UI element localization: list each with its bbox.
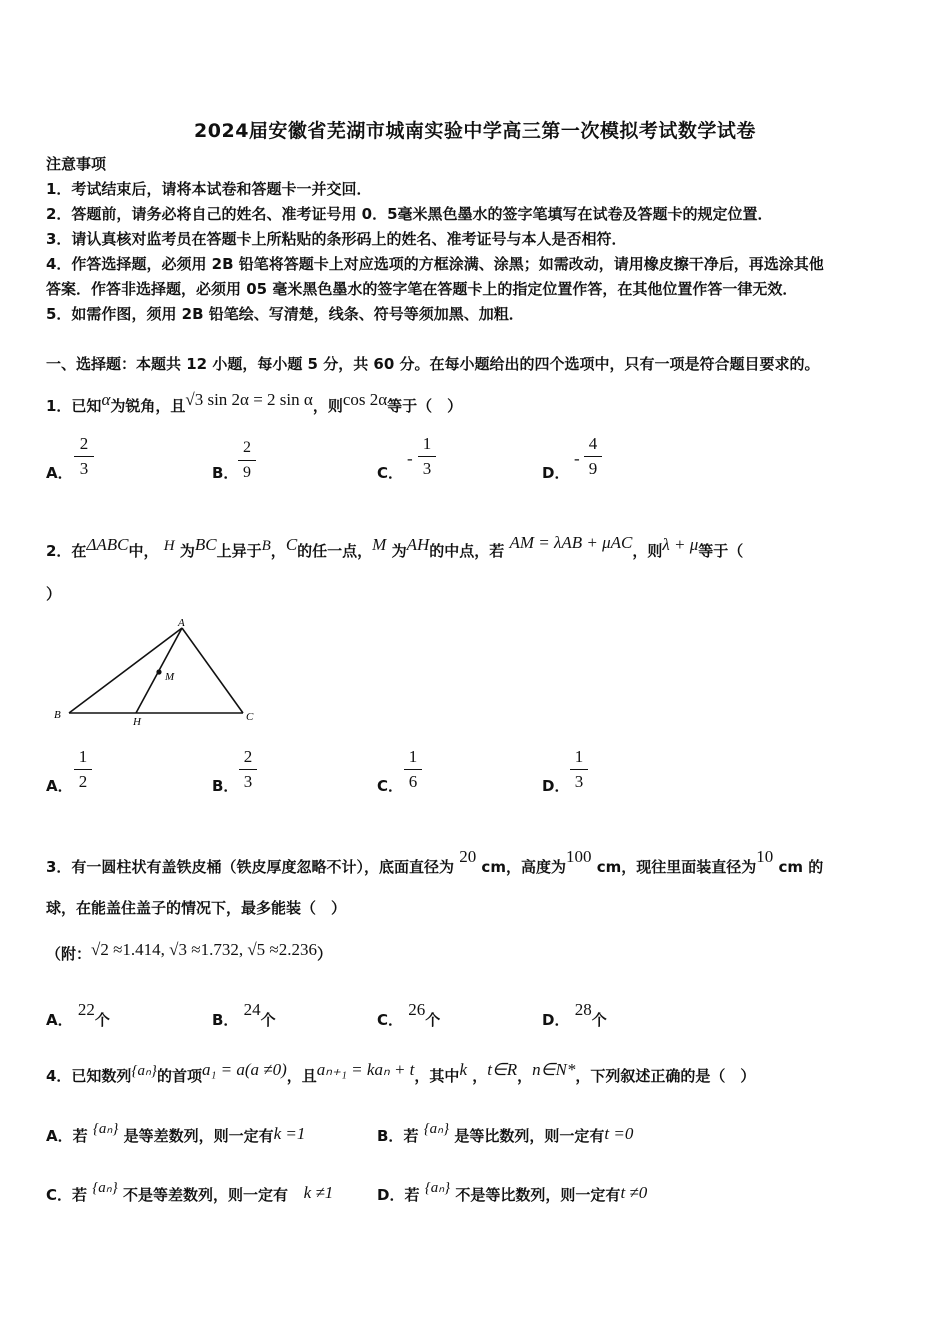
q2-text: 中， bbox=[128, 542, 159, 560]
denominator: 9 bbox=[588, 459, 598, 478]
q2-option-a-fraction[interactable] bbox=[74, 746, 92, 793]
option-math: t =0 bbox=[604, 1124, 634, 1143]
q4-text: ， bbox=[472, 1067, 488, 1085]
q4-text: ，下列叙述正确的是（ ） bbox=[575, 1067, 756, 1085]
q2-H: H bbox=[163, 538, 175, 554]
numerator: 1 bbox=[422, 434, 432, 453]
question-3 bbox=[46, 847, 823, 877]
question-2 bbox=[46, 533, 743, 561]
q4-option-d[interactable] bbox=[377, 1178, 647, 1205]
q1-text: 等于（ ） bbox=[387, 397, 463, 415]
option-math: k =1 bbox=[273, 1124, 306, 1143]
q2-option-a-label[interactable]: A． bbox=[46, 777, 73, 795]
q1-text: 为锐角，且 bbox=[110, 397, 186, 415]
q2-option-c-fraction[interactable] bbox=[404, 746, 422, 793]
label-H: H bbox=[133, 716, 141, 728]
q2-text: ，则 bbox=[632, 542, 663, 560]
q3-note-open: （附： bbox=[46, 945, 92, 963]
option-label: D． bbox=[377, 1186, 405, 1204]
denominator: 2 bbox=[78, 772, 88, 791]
q2-close-paren: ） bbox=[46, 585, 62, 603]
option-text: 不是等差数列，则一定有 bbox=[122, 1186, 288, 1204]
q1-text: ，则 bbox=[312, 397, 343, 415]
notice-item: 4．作答选择题，必须用 2B 铅笔将答题卡上对应选项的方框涂满、涂黑；如需改动，请用橡皮擦干净后，再选涂其他 bbox=[46, 255, 824, 273]
q2-text: 的中点，若 bbox=[429, 542, 505, 560]
q2-B: B bbox=[261, 538, 271, 554]
option-text: 不是等比数列，则一定有 bbox=[455, 1186, 621, 1204]
q1-cos: cos 2α bbox=[342, 390, 388, 409]
denominator: 3 bbox=[422, 459, 432, 478]
q1-option-a-fraction[interactable] bbox=[74, 433, 94, 480]
q1-option-c-sign: - bbox=[407, 449, 413, 468]
numerator: 1 bbox=[78, 747, 88, 766]
q4-text: 的首项 bbox=[156, 1067, 202, 1085]
q3-text: cm，高度为 bbox=[481, 858, 566, 876]
q3-note bbox=[46, 940, 332, 964]
option-text: 若 bbox=[404, 1186, 420, 1204]
point-M bbox=[156, 669, 161, 674]
q4-recurrence: aₙ₊₁ = kaₙ + t bbox=[316, 1060, 415, 1079]
q3-ball-diameter: 10 bbox=[756, 847, 774, 866]
notice-item: 5．如需作图，须用 2B 铅笔绘、写清楚，线条、符号等须加黑、加粗． bbox=[46, 305, 524, 323]
q2-text: 等于（ bbox=[698, 542, 744, 560]
option-label: A． bbox=[46, 1127, 73, 1145]
notice-heading: 注意事项 bbox=[46, 155, 107, 173]
q1-option-d-label[interactable]: D． bbox=[542, 464, 570, 482]
denominator: 9 bbox=[243, 464, 251, 481]
q2-triangle: ΔABC bbox=[86, 535, 129, 554]
option-value: 24 bbox=[243, 1000, 261, 1019]
q4-text: ， bbox=[517, 1067, 533, 1085]
numerator: 4 bbox=[588, 434, 598, 453]
option-text: 是等比数列，则一定有 bbox=[454, 1127, 605, 1145]
numerator: 1 bbox=[408, 747, 418, 766]
label-B: B bbox=[54, 709, 61, 721]
q4-t-in-R: t∈R bbox=[487, 1060, 518, 1079]
option-unit: 个 bbox=[260, 1011, 276, 1029]
q2-M: M bbox=[372, 535, 387, 554]
q2-option-b-fraction[interactable] bbox=[239, 746, 257, 793]
q2-vector-eq: AM = λAB + μAC bbox=[509, 533, 633, 552]
q3-text: cm，现往里面装直径为 bbox=[596, 858, 757, 876]
q1-option-d-fraction[interactable] bbox=[584, 433, 602, 480]
q2-text: 为 bbox=[179, 542, 195, 560]
q1-option-b-fraction[interactable] bbox=[238, 437, 256, 484]
option-text: 是等差数列，则一定有 bbox=[123, 1127, 274, 1145]
denominator: 3 bbox=[243, 772, 253, 791]
q3-diameter: 20 bbox=[459, 847, 477, 866]
option-label: B． bbox=[212, 1011, 239, 1029]
numerator: 2 bbox=[243, 439, 251, 456]
q1-option-d-sign: - bbox=[574, 449, 580, 468]
option-text: 若 bbox=[403, 1127, 419, 1145]
option-value: 22 bbox=[77, 1000, 95, 1019]
denominator: 6 bbox=[408, 772, 418, 791]
option-label: C． bbox=[377, 1011, 404, 1029]
q3-line-2: 球，在能盖住盖子的情况下，最多能装（ ） bbox=[46, 899, 347, 917]
section-heading: 一、选择题：本题共 12 小题，每小题 5 分，共 60 分。在每小题给出的四个选项中，只有一项是符合题目要求的。 bbox=[46, 355, 820, 373]
q3-note-close: ） bbox=[317, 945, 333, 963]
q3-text: cm 的 bbox=[778, 858, 824, 876]
q4-k: k bbox=[459, 1060, 467, 1079]
q3-height: 100 bbox=[565, 847, 592, 866]
option-math: k ≠1 bbox=[303, 1183, 334, 1202]
q4-text: ，且 bbox=[286, 1067, 317, 1085]
notice-item: 2．答题前，请务必将自己的姓名、准考证号用 0．5毫米黑色墨水的签字笔填写在试卷及答题卡的规定位置． bbox=[46, 205, 773, 223]
question-4 bbox=[46, 1060, 755, 1086]
q2-BC: BC bbox=[194, 535, 217, 554]
numerator: 1 bbox=[574, 747, 584, 766]
q4-n-in-N: n∈N* bbox=[532, 1060, 576, 1079]
option-sequence: {aₙ} bbox=[92, 1180, 118, 1196]
option-sequence: {aₙ} bbox=[92, 1121, 119, 1137]
option-label: B． bbox=[377, 1127, 404, 1145]
q4-text: ，其中 bbox=[414, 1067, 460, 1085]
notice-item: 3．请认真核对监考员在答题卡上所粘贴的条形码上的姓名、准考证号与本人是否相符． bbox=[46, 230, 627, 248]
q1-equation: √3 sin 2α = 2 sin α bbox=[185, 390, 313, 409]
q1-option-c-label[interactable]: C． bbox=[377, 464, 404, 482]
q2-text: 为 bbox=[391, 542, 407, 560]
q1-option-a-label[interactable]: A． bbox=[46, 464, 73, 482]
q1-alpha: α bbox=[101, 390, 111, 409]
q2-text: ， bbox=[270, 542, 286, 560]
option-value: 28 bbox=[574, 1000, 592, 1019]
q3-option-a[interactable] bbox=[46, 1000, 110, 1030]
denominator: 3 bbox=[79, 459, 89, 478]
option-unit: 个 bbox=[425, 1011, 441, 1029]
denominator: 3 bbox=[574, 772, 584, 791]
q2-lambda-mu: λ + μ bbox=[662, 535, 699, 554]
q2-option-d-fraction[interactable] bbox=[570, 746, 588, 793]
q2-text: 的任一点， bbox=[297, 542, 373, 560]
q4-option-a[interactable] bbox=[46, 1119, 305, 1146]
q4-text: 4．已知数列 bbox=[46, 1067, 132, 1085]
option-value: 26 bbox=[408, 1000, 426, 1019]
label-C: C bbox=[246, 711, 254, 723]
option-label: C． bbox=[46, 1186, 73, 1204]
q3-option-d[interactable] bbox=[542, 1000, 607, 1030]
q2-text: 上异于 bbox=[216, 542, 262, 560]
option-unit: 个 bbox=[591, 1011, 607, 1029]
option-label: D． bbox=[542, 1011, 570, 1029]
option-label: A． bbox=[46, 1011, 73, 1029]
numerator: 2 bbox=[79, 434, 89, 453]
q4-sequence: {aₙ} bbox=[131, 1063, 157, 1079]
q2-option-d-label[interactable]: D． bbox=[542, 777, 570, 795]
option-sequence: {aₙ} bbox=[423, 1121, 450, 1137]
triangle-figure bbox=[50, 615, 270, 730]
q4-option-c[interactable] bbox=[46, 1178, 333, 1205]
q1-text: 1．已知 bbox=[46, 397, 102, 415]
label-M: M bbox=[165, 671, 175, 683]
q4-first-term: a₁ = a(a ≠0) bbox=[201, 1060, 287, 1079]
page-title: 2024届安徽省芜湖市城南实验中学高三第一次模拟考试数学试卷 bbox=[194, 120, 756, 142]
q2-AH: AH bbox=[406, 535, 430, 554]
q1-option-b-label[interactable]: B． bbox=[212, 464, 239, 482]
q4-option-b[interactable] bbox=[377, 1119, 633, 1146]
side-AC bbox=[182, 628, 243, 713]
option-math: t ≠0 bbox=[620, 1183, 648, 1202]
q3-text: 3．有一圆柱状有盖铁皮桶（铁皮厚度忽略不计），底面直径为 bbox=[46, 858, 454, 876]
option-text: 若 bbox=[72, 1186, 88, 1204]
q3-note-math: √2 ≈1.414, √3 ≈1.732, √5 ≈2.236 bbox=[91, 940, 317, 959]
q3-option-c[interactable] bbox=[377, 1000, 440, 1030]
option-unit: 个 bbox=[94, 1011, 110, 1029]
question-1 bbox=[46, 390, 462, 416]
notice-item: 答案．作答非选择题，必须用 05 毫米黑色墨水的签字笔在答题卡上的指定位置作答，在其他位置作答一律无效． bbox=[46, 280, 798, 298]
q1-option-c-fraction[interactable] bbox=[418, 433, 436, 480]
numerator: 2 bbox=[243, 747, 253, 766]
notice-item: 1．考试结束后，请将本试卷和答题卡一并交回． bbox=[46, 180, 372, 198]
option-text: 若 bbox=[72, 1127, 88, 1145]
q2-option-b-label[interactable]: B． bbox=[212, 777, 239, 795]
q3-option-b[interactable] bbox=[212, 1000, 276, 1030]
q2-option-c-label[interactable]: C． bbox=[377, 777, 404, 795]
q2-text: 2．在 bbox=[46, 542, 87, 560]
q2-C: C bbox=[285, 535, 298, 554]
option-sequence: {aₙ} bbox=[424, 1180, 451, 1196]
label-A: A bbox=[178, 617, 185, 629]
